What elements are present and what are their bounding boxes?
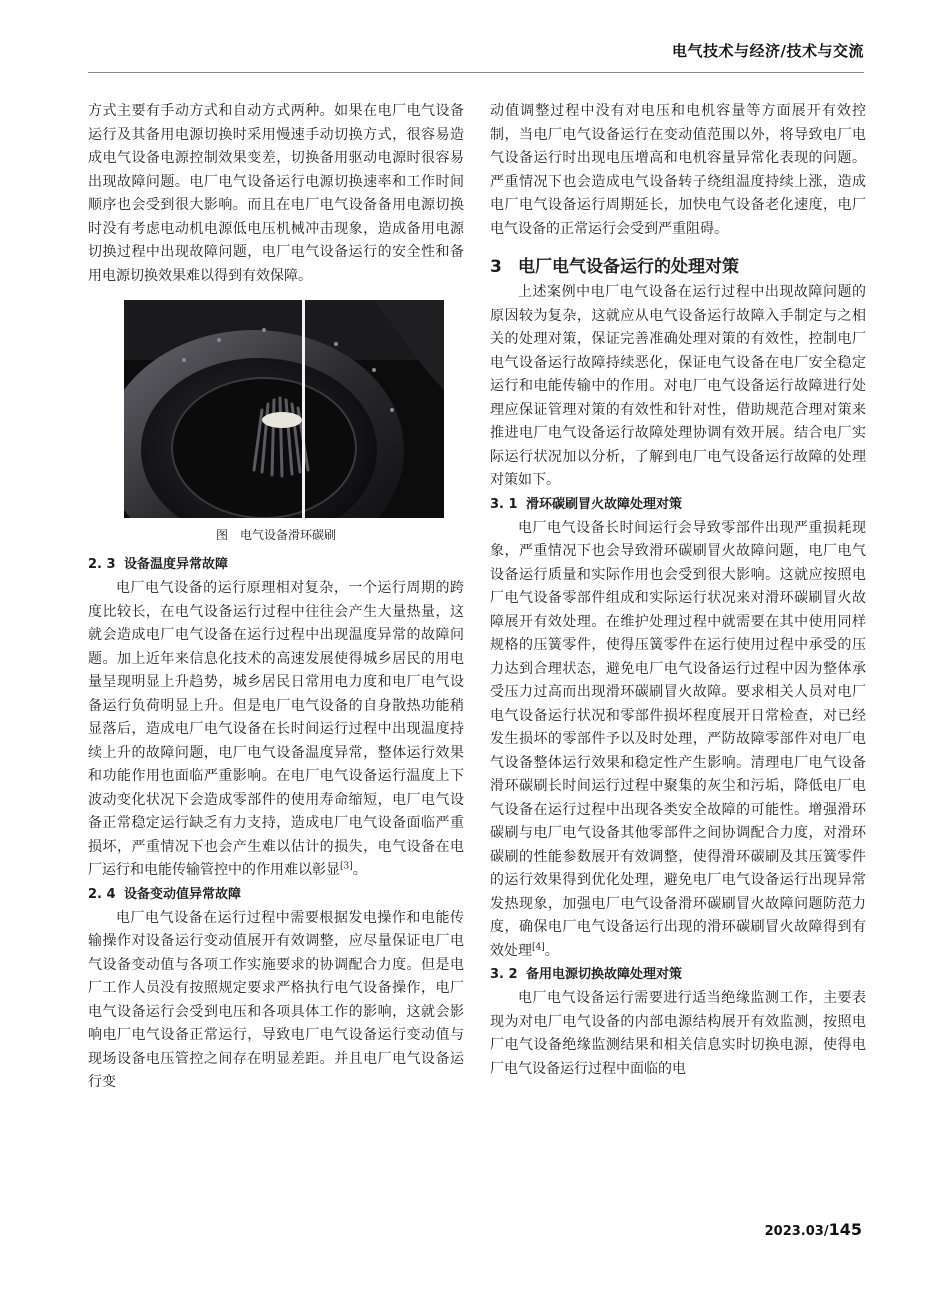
citation-ref: [3]	[340, 861, 353, 872]
figure-caption	[88, 526, 464, 543]
section-title: 电厂电气设备运行的处理对策	[518, 257, 739, 277]
section-title: 备用电源切换故障处理对策	[526, 967, 683, 982]
section-number: 3. 1	[490, 496, 518, 512]
section-heading-3-2	[490, 963, 866, 987]
section-2-4-paragraph: 电厂电气设备在运行过程中需要根据发电操作和电能传输操作对设备运行变动值展开有效调整，应尽量保证电厂电气设备变动值与各项工作实施要求的协调配合力度。但是电厂工作人员没有按照规定要求严格执行电气设备操作，电厂电气设备运行会受到电压和各项具体工作的影响，这就会影响电厂电气设备正常运行，导致电厂电气设备运行变动值与现场设备电压管控之间存在明显差距。并且电厂电气设备运行变	[88, 909, 464, 1090]
citation-ref: [4]	[532, 941, 545, 952]
section-number: 2. 4	[88, 886, 116, 902]
figure-caption-text: 电气设备滑环碳刷	[240, 528, 337, 542]
section-number: 2. 3	[88, 557, 116, 572]
figure-label: 图	[215, 528, 228, 542]
left-column	[88, 100, 464, 1095]
section-title: 设备温度异常故障	[124, 557, 229, 572]
paragraph-end: 。	[352, 862, 367, 878]
section-number: 3. 2	[490, 967, 518, 982]
paragraph-text: 电厂电气设备的运行原理相对复杂，一个运行周期的跨度比较长，在电气设备运行过程中往往会产生大量热量，这就会造成电厂电气设备在运行过程中出现温度异常的故障问题。加上近年来信息化技术的高速发展使得城乡居民的用电量呈现明显上升趋势，城乡居民日常用电力度和电厂电气设备运行负荷明显上升。但是电厂电气设备的自身散热功能稍显落后，造成电厂电气设备在长时间运行过程中出现温度持续上升的故障问题，电厂电气设备温度异常，整体运行效果和功能作用也面临严重影响。在电厂电气设备运行温度上下波动变化状况下会造成零部件的使用寿命缩短，电厂电气设备正常稳定运行缺乏有力支持，造成电厂电气设备面临严重损坏，严重情况下也会产生难以估计的损失，电气设备在电厂运行和电能传输管控中的作用难以彰显	[88, 580, 464, 878]
paragraph-end: 。	[544, 942, 559, 959]
issue-date: 2023.03/	[764, 1224, 829, 1239]
section-heading-2-3	[88, 553, 464, 577]
right-column	[490, 100, 866, 1081]
continued-paragraph: 动值调整过程中没有对电压和电机容量等方面展开有效控制，当电厂电气设备运行在变动值范围以外，将导致电厂电气设备运行时出现电压增高和电机容量异常化表现的问题。严重情况下也会造成电气设备转子绕组温度持续上涨，造成电厂电气设备运行周期延长，加快电气设备老化速度，电厂电气设备的正常运行会受到严重阻碍。	[490, 103, 866, 237]
slip-ring-illustration	[124, 300, 444, 518]
section-heading-2-4	[88, 883, 464, 907]
page-number: 145	[828, 1220, 862, 1239]
section-number: 3	[490, 257, 502, 277]
section-3-paragraph: 上述案例中电厂电气设备在运行过程中出现故障问题的原因较为复杂，这就应从电气设备运行故障入手制定与之相关的处理对策，保证完善准确处理对策的有效性，控制电厂电气设备运行故障持续恶化，保证电气设备在电厂安全稳定运行和电能传输中的作用。对电厂电气设备运行故障进行处理应保证管理对策的有效性和针对性，借助规范合理对策来推进电厂电气设备运行故障处理协调有效开展。结合电厂实际运行状况加以分析，了解到电厂电气设备运行故障的处理对策如下。	[490, 284, 866, 488]
section-3-2-paragraph: 电厂电气设备运行需要进行适当绝缘监测工作，主要表现为对电厂电气设备的内部电源结构展开有效监测，按照电厂电气设备绝缘监测结果和相关信息实时切换电源，使得电厂电气设备运行过程中面临的电	[490, 990, 866, 1077]
section-heading-3-1	[490, 493, 866, 517]
section-heading-3	[490, 255, 866, 279]
section-3-1-paragraph	[490, 517, 866, 964]
header-rule	[88, 72, 864, 73]
section-title: 滑环碳刷冒火故障处理对策	[526, 496, 683, 512]
section-title: 设备变动值异常故障	[124, 886, 242, 902]
page-footer	[765, 1220, 862, 1239]
paragraph-text: 电厂电气设备长时间运行会导致零部件出现严重损耗现象，严重情况下也会导致滑环碳刷冒火故障问题，电厂电气设备运行质量和实际作用也会受到很大影响。这就应按照电厂电气设备零部件组成和实际运行状况来对滑环碳刷冒火故障展开有效处理。在维护处理过程中就需要在其中使用同样规格的压簧零件，使得压簧零件在运行使用过程中承受的压力达到合理状态，避免电厂电气设备运行过程中因为整体承受压力过高而出现滑环碳刷冒火故障。要求相关人员对电厂电气设备运行状况和零部件损坏程度展开日常检查，对已经发生损坏的零部件予以及时处理，严防故障零部件对电厂电气设备整体运行效果和稳定性产生影响。清理电厂电气设备滑环碳刷长时间运行过程中聚集的灰尘和污垢，降低电厂电气设备在运行过程中出现各类安全故障的可能性。增强滑环碳刷与电厂电气设备其他零部件之间协调配合力度，对滑环碳刷的性能参数展开有效调整，使得滑环碳刷及其压簧零件的运行效果得到优化处理，避免电厂电气设备运行出现异常发热现象，加强电厂电气设备滑环碳刷冒火故障问题防范力度，确保电厂电气设备运行出现的滑环碳刷冒火故障得到有效处理	[490, 519, 866, 959]
slip-ring-carbon-brush-photo	[124, 300, 444, 518]
intro-paragraph: 方式主要有手动方式和自动方式两种。如果在电厂电气设备运行及其备用电源切换时采用慢速手动切换方式，很容易造成电气设备电源控制效果变差，切换备用驱动电源时很容易出现故障问题。电厂电气设备运行电源切换速率和工作时间顺序也会受到很大影响。而且在电厂电气设备备用电源切换时没有考虑电动机电源低电压机械冲击现象，造成备用电源切换过程中出现故障问题，电厂电气设备运行的安全性和备用电源切换效果难以得到有效保障。	[88, 103, 464, 284]
journal-section-title: 电气技术与经济/技术与交流	[672, 42, 864, 60]
section-2-3-paragraph	[88, 577, 464, 883]
